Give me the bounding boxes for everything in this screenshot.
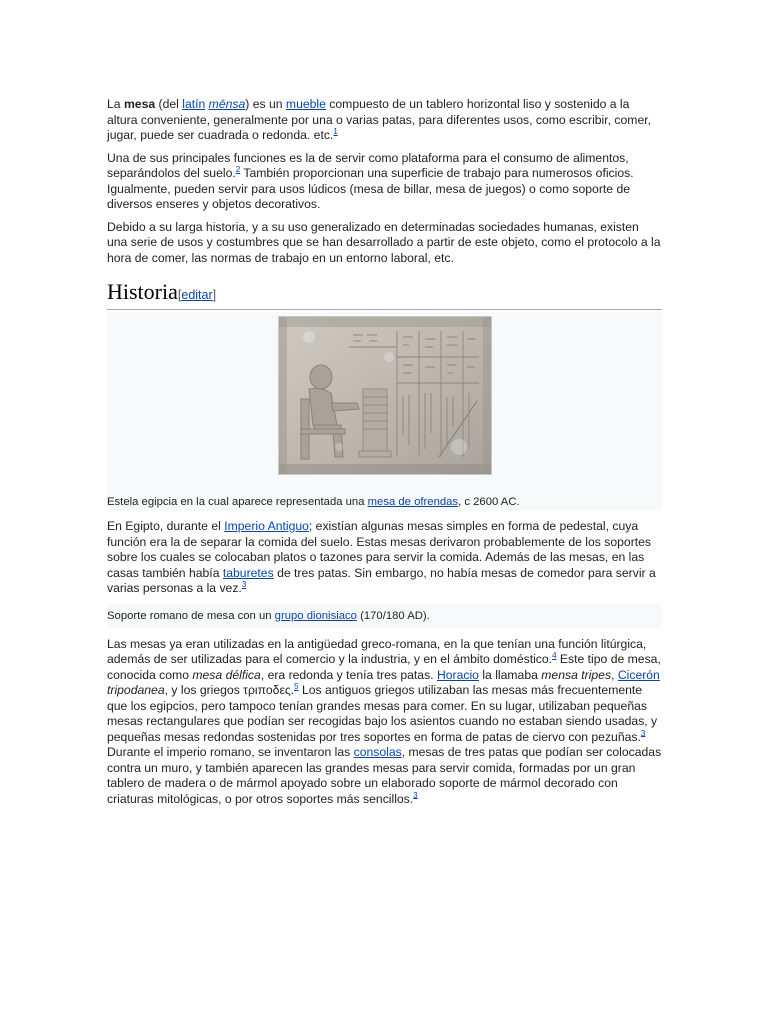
reference[interactable] [413, 790, 417, 799]
text: de tres patas. Sin embargo, no había mesas de comedor para servir a varias personas a la vez. [107, 565, 656, 595]
text: Soporte romano de mesa con un [107, 609, 275, 622]
link-ciceron[interactable]: Cicerón [617, 667, 660, 682]
bracket: ] [212, 288, 217, 302]
link-taburetes[interactable]: taburetes [222, 565, 274, 580]
text: Las mesas ya eran utilizadas en la antigüedad greco-romana, en la que tenían una función litúrgica, además de ser utilizadas para el comercio y la industria, y en el ámbito doméstico. [107, 636, 647, 666]
link-mueble[interactable]: mueble [285, 97, 326, 111]
text: , y los griegos τριποδες. [164, 683, 295, 697]
term-tripodanea: tripodanea [107, 683, 165, 697]
figure-egyptian-stele [107, 312, 662, 511]
link-imperio-antiguo[interactable]: Imperio Antiguo [224, 519, 309, 533]
bracket: [ [177, 288, 182, 302]
text: compuesto de un tablero horizontal liso y sostenido a la altura conveniente, generalmente por una o varias patas, para diferentes usos, como escribir, comer, jugar, puede ser cuadrada o redonda. etc. [107, 97, 651, 142]
reference-link[interactable]: 1 [333, 126, 338, 136]
term-mesa: mesa [123, 97, 156, 111]
intro-paragraph-2 [107, 151, 662, 213]
section-heading-historia [107, 279, 662, 310]
text: (del [155, 97, 183, 111]
reference[interactable] [242, 580, 246, 589]
text: , mesas de tres patas que podían ser colocadas contra un muro, y también aparecen las grandes mesas para servir comida, formadas por un gran tablero de madera o de mármol apoyado sobre un elaborado soporte de mármol decorado con criaturas mitológicas, o por otros soportes más sencillos. [107, 745, 662, 806]
egyptian-stele-image[interactable] [278, 316, 492, 475]
link-mesa-de-ofrendas[interactable]: mesa de ofrendas [367, 496, 459, 508]
section-title: Historia [107, 279, 178, 304]
text: ) es un [245, 97, 286, 111]
intro-paragraph-3: Debido a su larga historia, y a su uso generalizado en determinadas sociedades humanas, existen una serie de usos y costumbres que se han desarrollado a partir de este objeto, como el protocolo a la hora de comer, las normas de trabajo en un entorno laboral, etc. [107, 219, 661, 265]
reference[interactable] [333, 127, 337, 136]
reference-link[interactable]: 2 [235, 164, 241, 174]
text: , [611, 667, 618, 682]
reference[interactable] [641, 728, 645, 737]
article-body [107, 97, 662, 814]
term-mensa-tripes: mensa tripes [541, 667, 612, 682]
text: (170/180 AD). [356, 609, 430, 622]
reference-link[interactable]: 4 [552, 650, 557, 660]
text: También proporcionan una superficie de trabajo para numerosos oficios. Igualmente, pueden servir para usos lúdicos (mesa de billar, mesa de juegos) o como soporte de diversos enseres y objetos decorativos. [107, 166, 634, 211]
rome-paragraph [107, 637, 662, 808]
reference-link[interactable]: 5 [294, 681, 299, 691]
figure-caption-roman-support [107, 604, 662, 628]
edit-link[interactable]: editar [181, 288, 213, 302]
text: Estela egipcia en la cual aparece representada una [107, 496, 368, 508]
text: Los antiguos griegos utilizaban las mesas más frecuentemente que los egipcios, pero tampoco tenían grandes mesas para comer. En su lugar, utilizaban pequeñas mesas rectangulares que podían ser recogidas bajo los asientos cuando no estaban siendo usadas, y pequeñas mesas redondas sostenidas por tres soportes en forma de patas de ciervo con pezuñas. [107, 683, 658, 744]
edit-section [178, 288, 216, 302]
link-grupo-dionisiaco[interactable]: grupo dionisiaco [274, 609, 357, 622]
text: La [107, 97, 124, 111]
intro-paragraph-1 [107, 97, 662, 144]
text: , c 2600 AC. [458, 496, 520, 508]
text: Una de sus principales funciones es la de servir como plataforma para el consumo de alimentos, separándolos del suelo. [107, 150, 629, 180]
text: Este tipo de mesa, conocida como [107, 652, 661, 682]
link-mensa[interactable]: mēnsa [208, 97, 246, 111]
link-latin[interactable]: latín [182, 97, 206, 111]
reference-link[interactable]: 3 [241, 579, 247, 589]
text: ; existían algunas mesas simples en forma de pedestal, cuya función era la de separar la comida del suelo. Estas mesas derivaron probablemente de los soportes sobre los cuales se colocaban platos o tazones para servir la comida. Además de las mesas, en las casas también había [107, 519, 652, 580]
text: la llamaba [478, 667, 542, 682]
text: , era redonda y tenía tres patas. [260, 667, 437, 682]
text: En Egipto, durante el [107, 519, 225, 533]
term-mesa-delfica: mesa délfica [192, 667, 261, 682]
link-horacio[interactable]: Horacio [436, 667, 479, 682]
egypt-paragraph [107, 519, 662, 597]
figure-caption [107, 475, 662, 511]
reference-link[interactable]: 3 [413, 790, 418, 800]
link-consolas[interactable]: consolas [353, 745, 402, 759]
reference-link[interactable]: 3 [640, 728, 646, 738]
text: Durante el imperio romano, se inventaron las [107, 745, 354, 759]
